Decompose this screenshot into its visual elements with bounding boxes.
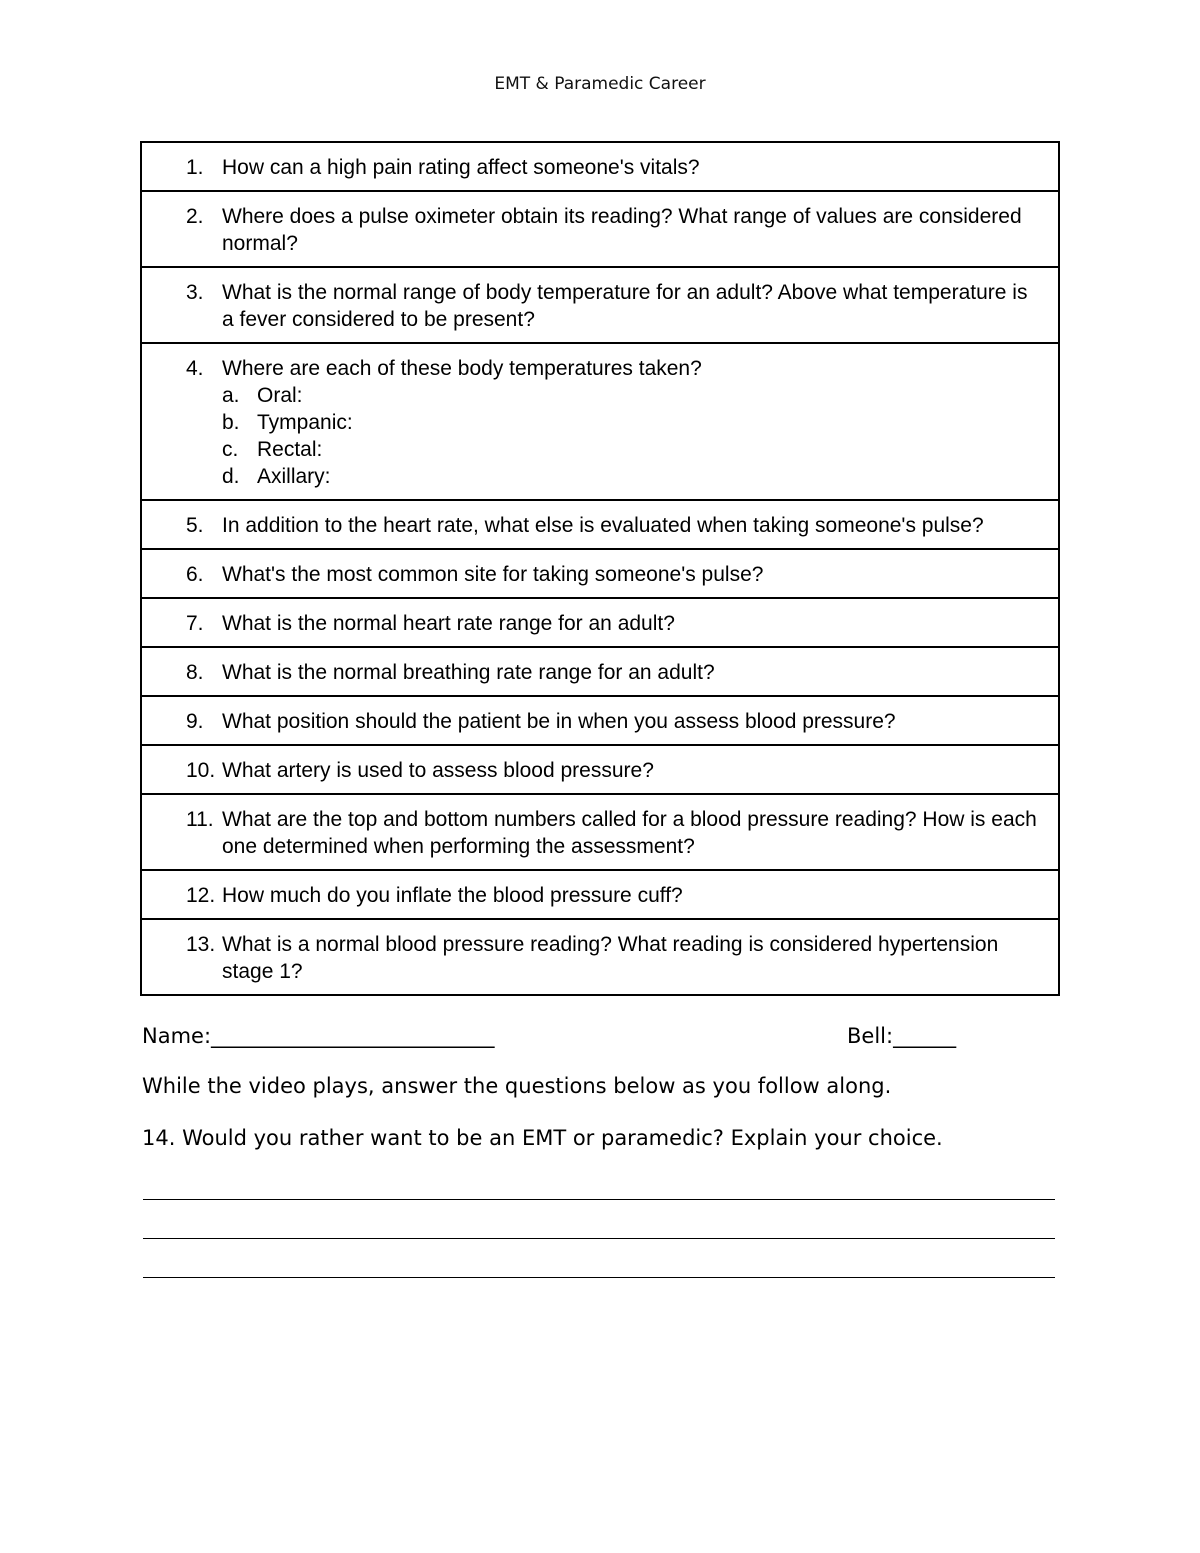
name-bell-row [142,1024,1058,1048]
question-text: Where are each of these body temperatures taken? [222,357,702,380]
table-row [141,745,1059,794]
question-number: 1. [186,156,204,179]
sub-letter: d. [222,465,240,488]
table-row [141,696,1059,745]
question-text: How much do you inflate the blood pressure cuff? [222,884,683,907]
question-text: What is the normal range of body temperature for an adult? Above what temperature is a fever considered to be present? [222,281,1028,331]
table-row [141,191,1059,267]
sub-text: Rectal: [257,438,323,461]
page-header-title: EMT & Paramedic Career [494,74,706,94]
question-number: 9. [186,710,204,733]
table-row [141,343,1059,500]
table-row [141,598,1059,647]
sub-letter: a. [222,384,240,407]
question-number: 13. [186,933,216,956]
question-text: What are the top and bottom numbers called for a blood pressure reading? How is each one determined when performing the assessment? [222,808,1037,858]
question-number: 11. [186,808,214,831]
question-text: How can a high pain rating affect someone's vitals? [222,156,700,179]
answer-line[interactable] [143,1199,1055,1200]
table-row [141,142,1059,191]
question-number: 6. [186,563,204,586]
sub-letter: b. [222,411,240,434]
table-row [141,549,1059,598]
questions-table [140,141,1060,996]
question-text: What is the normal heart rate range for an adult? [222,612,675,635]
table-row [141,870,1059,919]
question-text: Where does a pulse oximeter obtain its reading? What range of values are considered normal? [222,205,1022,255]
list-item [222,436,1038,463]
answer-line[interactable] [143,1277,1055,1278]
question-number: 7. [186,612,204,635]
sub-list [222,382,1038,490]
list-item [222,463,1038,490]
question-number: 10. [186,759,216,782]
question-text: In addition to the heart rate, what else is evaluated when taking someone's pulse? [222,514,984,537]
question-number: 5. [186,514,204,537]
instructions: While the video plays, answer the questions below as you follow along. [142,1074,892,1098]
sub-text: Axillary: [257,465,331,488]
question-text: What artery is used to assess blood pressure? [222,759,654,782]
question-number: 8. [186,661,204,684]
question-number: 4. [186,357,204,380]
list-item [222,382,1038,409]
table-row [141,267,1059,343]
table-row [141,647,1059,696]
sub-text: Oral: [257,384,303,407]
table-row [141,794,1059,870]
list-item [222,409,1038,436]
question-text: What position should the patient be in when you assess blood pressure? [222,710,896,733]
table-row [141,500,1059,549]
question-number: 3. [186,281,204,304]
question-number: 2. [186,205,204,228]
bell-field[interactable]: Bell:______ [847,1024,957,1048]
name-field[interactable]: Name:___________________________ [142,1024,495,1048]
question-text: What is a normal blood pressure reading? What reading is considered hypertension stage 1? [222,933,999,983]
table-row [141,919,1059,995]
sub-text: Tympanic: [257,411,353,434]
sub-letter: c. [222,438,239,461]
question-14: 14. Would you rather want to be an EMT or paramedic? Explain your choice. [142,1126,943,1150]
question-text: What is the normal breathing rate range for an adult? [222,661,715,684]
question-text: What's the most common site for taking someone's pulse? [222,563,764,586]
question-number: 12. [186,884,216,907]
answer-line[interactable] [143,1238,1055,1239]
